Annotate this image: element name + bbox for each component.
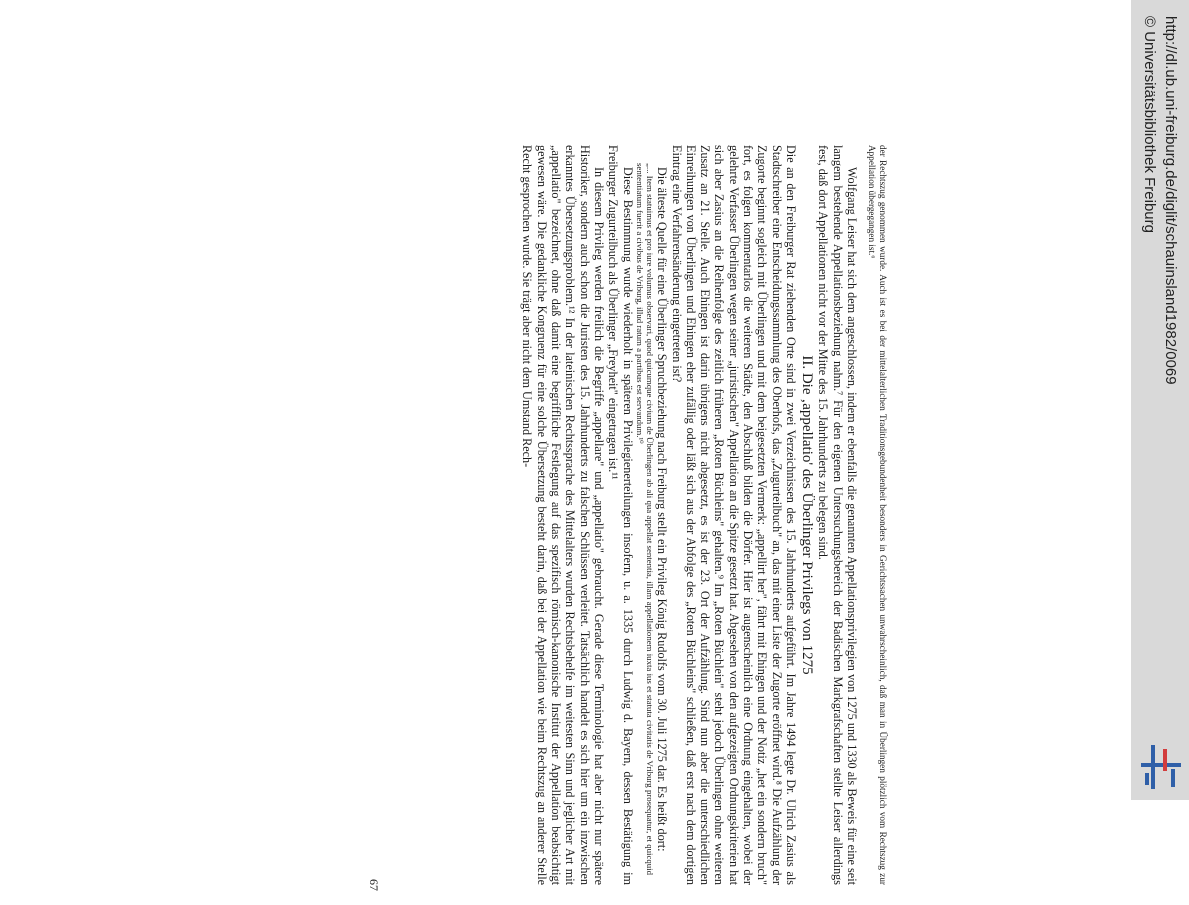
footnote-continuation: der Rechtszug genommen wurde. Auch ist es bei der mittelalterlichen Traditionsgebundenheit besonders in Gerichtssachen unwahrscheinlich, daß man in Überlingen plötzlich vom Rechtszug zur Appellation übergegangen ist.⁶ — [867, 145, 888, 885]
paragraph-3: Die älteste Quelle für eine Überlinger Spruchbeziehung nach Freiburg stellt ein Privileg König Rudolfs vom 30. Juli 1275 dar. Es heißt dort: — [655, 167, 670, 852]
scanned-page — [176, 145, 888, 903]
ub-freiburg-logo-icon — [1141, 745, 1181, 789]
sidebar-text — [1131, 0, 1189, 800]
section-heading: II. Die ‚appellatio' des Überlinger Privilegs von 1275 — [798, 355, 815, 675]
paragraph-2: Die an den Freiburger Rat ziehenden Orte sind in zwei Verzeichnissen des 15. Jahrhunderts aufgeführt. Im Jahre 1494 legte Dr. Ulrich Zasius als Stadtschreiber eine Entscheidungssammlung des Oberhofs, das „Zugurteilbuch" an, das mit einer Liste der Zugorte eröffnet wird.⁸ Die Aufzählung der Zugorte beginnt sogleich mit Überlingen und mit dem beigesetzten Vermerk: „appellirt her", fährt mit Ehingen und der Notiz „het ein sondern bruch" fort, es folgen kommentarlos die weiteren Städte, den Abschluß bilden die Dörfer. Hier ist augenscheinlich eine Ordnung eingehalten, wobei der gelehrte Verfasser Überlingen wegen seiner „juristischen" Appellation an die Spitze gesetzt hat. Abgesehen von den aufgezeigten Ordnungskriterien hat sich aber Zasius an die Reihenfolge des zeitlich früheren „Roten Büchleins" gehalten.⁹ Im „Roten Büchlein" steht jedoch Überlingen ohne weiteren Zusatz an 21. Stelle. Auch Ehingen ist darin übrigens nicht abgesetzt, es ist der 23. Ort der Aufzählung. Sind nun aber die unterschiedlichen Einreihungen von Überlingen und Ehingen eher zufällig oder läßt sich aus der Abfolge des „Roten Büchleins" schließen, daß erst nach dem dortigen Eintrag eine Verfahrensänderung eingetreten ist? — [669, 145, 798, 885]
rotated-page-content — [368, 145, 888, 905]
page-text — [368, 145, 888, 885]
paragraph-5: In diesem Privileg werden freilich die Begriffe „appellare" und „appellatio" gebraucht. Gerade diese Terminologie hat aber nicht nur spätere Historiker, sondern auch schon die Juristen des 15. Jahrhunderts zu falschen Schlüssen verleitet. Tatsächlich handelt es sich hier um ein inzwischen erkanntes Übersetzungsproblem.¹² In der lateinischen Rechtssprache des Mittelalters wurden Rechtsbehelfe im weitesten Sinn und jeglicher Art mit „appellatio" bezeichnet, ohne daß damit eine begriffliche Festlegung auf das spezifisch römisch-kanonische Institut der Appellation beabsichtigt gewesen wäre. Die gedankliche Kongruenz für eine solche Übersetzung besteht darin, daß bei der Appellation wie beim Rechtszug an anderer Stelle Recht gesprochen wurde. Sie trägt aber nicht dem Umstand Rech- — [520, 145, 606, 885]
paragraph-1: Wolfgang Leiser hat sich dem angeschlossen, indem er ebenfalls die genannten Appellationsprivilegien von 1275 und 1330 als Beweis für eine seit langem bestehende Appellationsbeziehung nahm.⁷ Für den eigenen Untersuchungsbereich der Badischen Markgrafschaften stellte Leiser allerdings fest, daß dort Appellationen nicht vor der Mitte des 15. Jahrhunderts zu belegen sind. — [816, 145, 859, 885]
permalink-url[interactable]: http://dl.ub.uni-freiburg.de/diglit/schauinsland1982/0069 — [1162, 16, 1179, 385]
latin-quote: „... Item statuimus et pro iure volumus observari, quod quicumque civium de Überlingen ab ali qua appellat sententia, illam appellationem iuxta ius et statuta civitatis de Vriburg prosequatur, et quicquid sententiatum fuerit a civibus de Vriburg, illud ratum a partibus est servandum.¹⁰ — [634, 163, 655, 875]
sidebar — [1131, 0, 1189, 800]
copyright-notice: © Universitätsbibliothek Freiburg — [1141, 16, 1158, 233]
page-number: 67 — [367, 879, 381, 891]
paragraph-4: Diese Bestimmung wurde wiederholt in späteren Privilegienerteilungen insofern, u. a. 1335 durch Ludwig d. Bayern, dessen Bestätigung im Freiburger Zugurteilbuch als Überlinger „Freyheit" eingetragen ist.¹¹ — [606, 145, 635, 885]
